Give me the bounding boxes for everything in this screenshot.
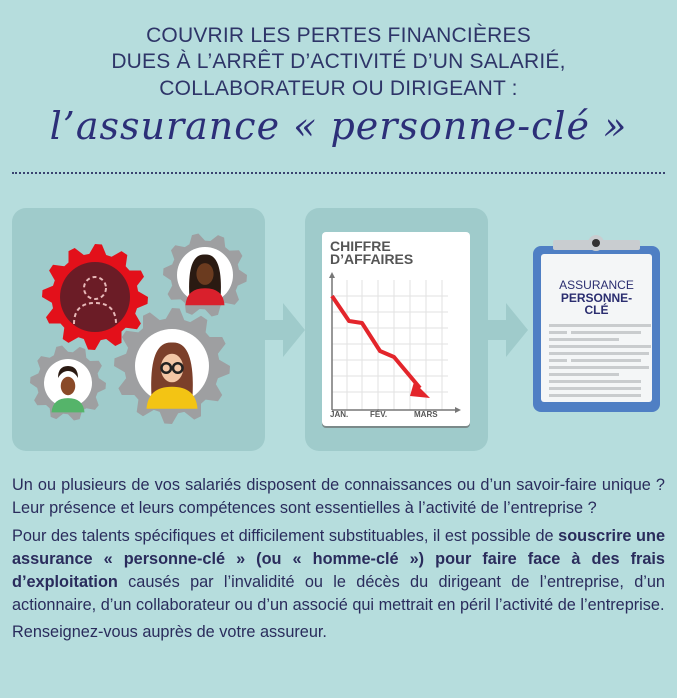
revenue-panel	[305, 208, 488, 451]
insurance-clipboard	[533, 246, 660, 412]
x-label-mars: MARS	[414, 410, 438, 419]
title-line-2: DUES À L’ARRÊT D’ACTIVITÉ D’UN SALARIÉ,	[111, 50, 566, 73]
document-text-line	[633, 345, 651, 348]
script-title: l’assurance « personne-clé »	[49, 104, 628, 148]
document-text-line	[571, 359, 641, 362]
document-text-line	[549, 352, 619, 355]
insurance-document	[541, 254, 652, 402]
people-gears-panel	[12, 208, 265, 451]
document-text-line	[549, 394, 611, 397]
document-text-line	[583, 387, 641, 390]
x-label-fev: FÉV.	[370, 410, 388, 419]
clipboard-line-1: ASSURANCE	[559, 278, 634, 292]
document-text-line	[549, 345, 637, 348]
body-text	[12, 474, 665, 649]
clipboard-line-2: PERSONNE- CLÉ	[560, 291, 633, 317]
chart-grid	[332, 280, 448, 410]
title-line-1: COUVRIR LES PERTES FINANCIÈRES	[146, 24, 531, 47]
paragraph-1: Un ou plusieurs de vos salariés disposent de connaissances ou d’un savoir-faire unique ? Leur présence et leurs compétences sont essentielles à l’activité de l’entreprise ?	[12, 476, 665, 517]
document-text-line	[571, 331, 641, 334]
document-text-line	[549, 380, 609, 383]
chart-title: CHIFFRE D’AFFAIRES	[330, 238, 414, 267]
document-text-line	[549, 387, 585, 390]
document-text-line	[549, 338, 619, 341]
arrow-right-icon	[488, 303, 528, 357]
document-text-line	[611, 394, 641, 397]
document-text-line	[549, 359, 567, 362]
gears-illustration	[12, 208, 265, 451]
document-text-line	[607, 380, 641, 383]
dotted-divider	[12, 172, 665, 174]
document-text-line	[633, 324, 651, 327]
x-label-jan: JAN.	[330, 410, 349, 419]
revenue-chart-card	[322, 232, 470, 426]
paragraph-3: Renseignez-vous auprès de votre assureur.	[12, 623, 327, 641]
revenue-line	[332, 296, 420, 388]
document-text-line	[549, 373, 619, 376]
document-text-line	[549, 366, 649, 369]
document-text-line	[549, 331, 567, 334]
revenue-chart	[322, 232, 470, 426]
clip-ring	[588, 235, 604, 251]
document-text-line	[549, 324, 637, 327]
title-line-3: COLLABORATEUR OU DIRIGEANT :	[159, 77, 518, 100]
paragraph-2: Pour des talents spécifiques et difficilement substituables, il est possible de souscrire une assurance « personne-clé » (ou « homme-clé ») pour faire face à des frais d’exploitation causés par l’invalidité ou le décès du dirigeant de l’entreprise, d’un actionnaire, d’un collaborateur ou d’un associé qui mettrait en péril l’activité de l’entreprise.	[12, 526, 665, 614]
arrow-right-icon	[265, 303, 305, 357]
document-text-line	[619, 352, 649, 355]
down-arrow-head	[410, 382, 430, 398]
